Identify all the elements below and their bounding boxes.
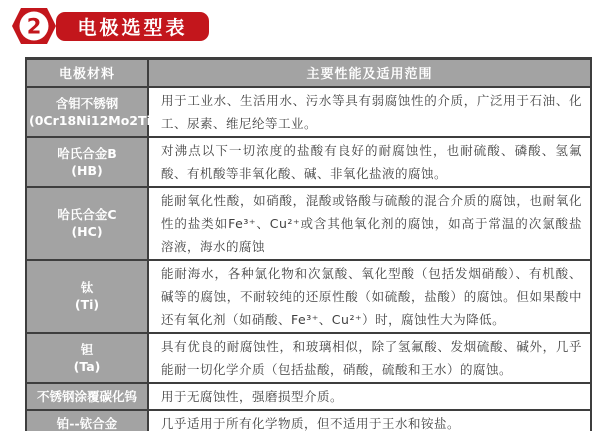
material-code: (Ta) [73, 358, 101, 374]
material-name: 铂--铱合金 [56, 415, 118, 431]
table-row [26, 137, 591, 187]
hexagon-badge-icon [11, 7, 57, 45]
description-cell: 能耐氧化性酸，如硝酸，混酸或铬酸与硫酸的混合介质的腐蚀，也耐氧化性的盐类如Fe³⁺、Cu²⁺或含其他氧化剂的腐蚀，如高于常温的次氯酸盐溶液，海水的腐蚀 [148, 187, 591, 260]
material-cell [26, 187, 148, 260]
table-row [26, 260, 591, 333]
table-row [26, 187, 591, 260]
material-cell [26, 137, 148, 187]
section-number-badge [11, 7, 57, 49]
material-name: 哈氏合金C [57, 207, 117, 222]
page-title: 电极选型表 [56, 12, 209, 41]
description-cell: 能耐海水，各种氯化物和次氯酸、氧化型酸（包括发烟硝酸）、有机酸、碱等的腐蚀，不耐较纯的还原性酸（如硫酸，盐酸）的腐蚀。但如果酸中还有氧化剂（如硝酸、Fe³⁺、Cu²⁺）时，腐蚀性大为降低。 [148, 260, 591, 333]
description-cell: 几乎适用于所有化学物质，但不适用于王水和铵盐。 [148, 410, 591, 431]
material-name: 含钼不锈钢 [55, 95, 119, 111]
material-cell [26, 260, 148, 333]
material-name: 哈氏合金B [57, 145, 117, 161]
electrode-selection-table [25, 57, 592, 431]
material-name: 不锈钢涂覆碳化钨 [36, 388, 137, 404]
header-material: 电极材料 [26, 59, 148, 87]
material-code: (Ti) [74, 297, 100, 312]
table-header-row [26, 59, 591, 87]
table-row [26, 87, 591, 137]
material-code: (HB) [71, 162, 103, 178]
material-cell [26, 383, 148, 410]
material-cell [26, 333, 148, 383]
page-header [0, 0, 600, 57]
material-name: 钛 [80, 280, 94, 295]
description-cell: 用于无腐蚀性，强磨损型介质。 [148, 383, 591, 410]
material-cell [26, 410, 148, 431]
description-cell: 具有优良的耐腐蚀性，和玻璃相似，除了氢氟酸、发烟硫酸、碱外，几乎能耐一切化学介质（包括盐酸，硝酸，硫酸和王水）的腐蚀。 [148, 333, 591, 383]
description-cell: 对沸点以下一切浓度的盐酸有良好的耐腐蚀性，也耐硫酸、磷酸、氢氟酸、有机酸等非氧化酸、碱、非氧化盐液的腐蚀。 [148, 137, 591, 187]
header-performance: 主要性能及适用范围 [148, 59, 591, 87]
table-row [26, 383, 591, 410]
material-name: 钽 [80, 341, 94, 357]
table-row [26, 410, 591, 431]
material-cell [26, 87, 157, 137]
material-code: (0Cr18Ni12Mo2Ti) [29, 112, 157, 128]
table-row [26, 333, 591, 383]
description-cell: 用于工业水、生活用水、污水等具有弱腐蚀性的介质，广泛用于石油、化工、尿素、维尼纶等工业。 [148, 87, 591, 137]
badge-number: 2 [26, 14, 42, 39]
material-code: (HC) [71, 224, 103, 239]
